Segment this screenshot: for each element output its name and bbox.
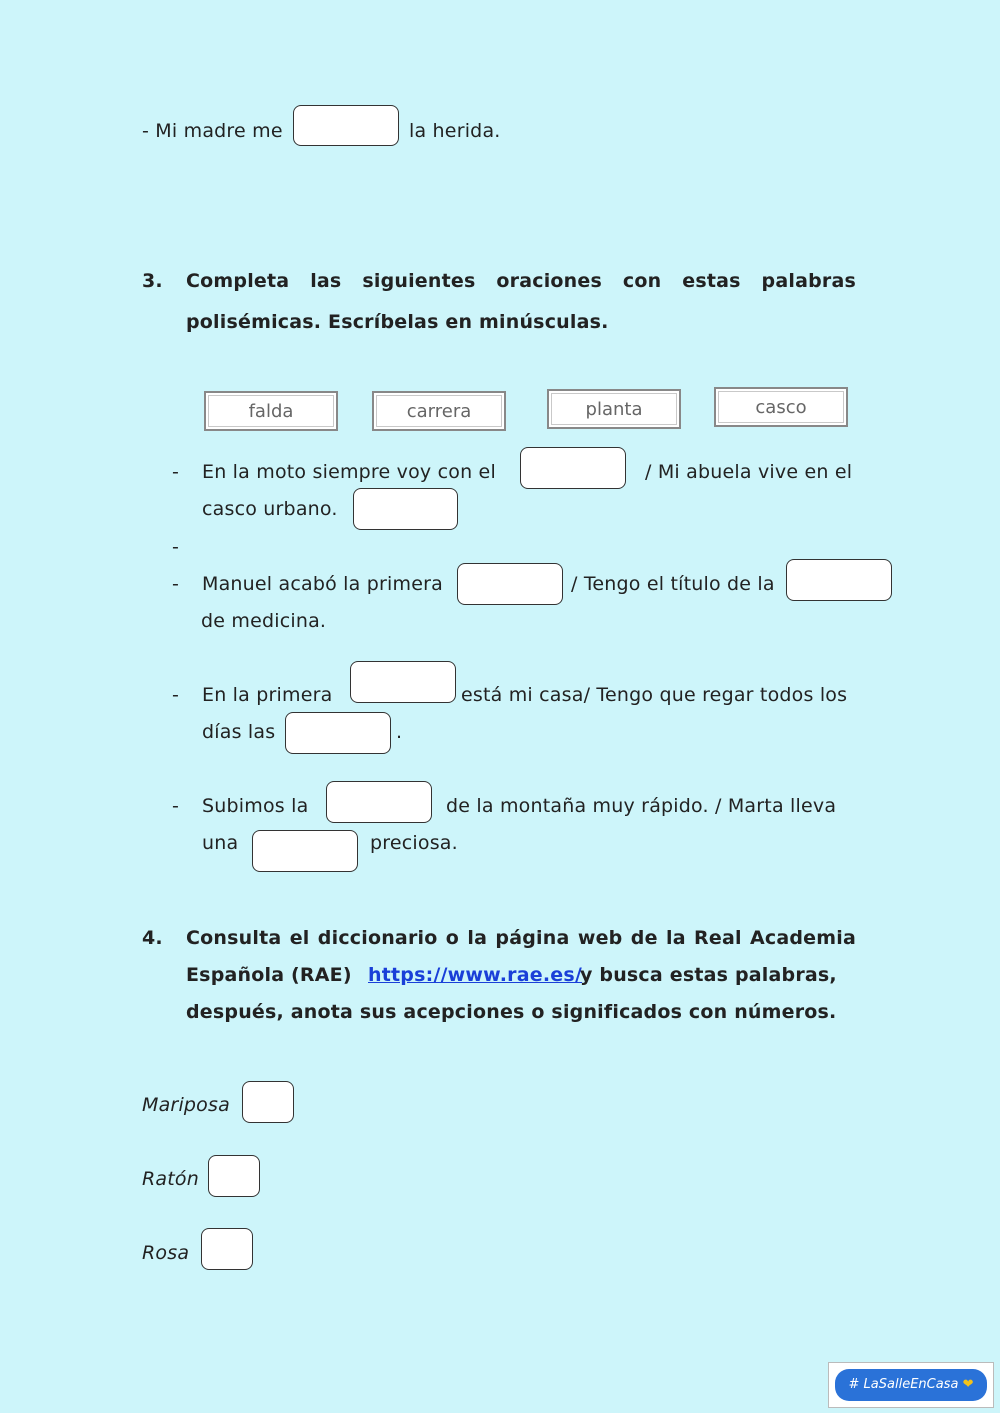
answer-input-raton[interactable] <box>208 1155 260 1197</box>
sentence-text: de medicina. <box>201 610 327 632</box>
word-bank-planta[interactable]: planta <box>547 389 681 429</box>
sentence-text: Manuel acabó la primera <box>202 573 443 595</box>
list-dash: - <box>172 573 180 595</box>
list-dash: - <box>172 795 180 817</box>
logo-badge <box>835 1369 987 1401</box>
exercise-instruction: polisémicas. Escríbelas en minúsculas. <box>186 311 609 333</box>
list-dash: - <box>172 536 180 558</box>
exercise-instruction: Consulta el diccionario o la página web de la Real Academia <box>186 927 856 949</box>
sentence-text: de la montaña muy rápido. / Marta lleva <box>446 795 837 817</box>
word-bank-carrera[interactable]: carrera <box>372 391 506 431</box>
exercise-number: 4. <box>142 927 163 949</box>
answer-input-4b[interactable] <box>285 712 391 754</box>
sentence-text: Subimos la <box>202 795 309 817</box>
sentence-text: casco urbano. <box>202 498 338 520</box>
lasalleencasa-logo <box>828 1362 994 1408</box>
sentence-text: la herida. <box>409 120 501 142</box>
sentence-text: días las <box>202 721 276 743</box>
answer-input-1b[interactable] <box>353 488 458 530</box>
answer-input-5b[interactable] <box>252 830 358 872</box>
word-bank-falda[interactable]: falda <box>204 391 338 431</box>
sentence-text: / Mi abuela vive en el <box>645 461 853 483</box>
sentence-text: preciosa. <box>370 832 458 854</box>
word-bank-casco[interactable]: casco <box>714 387 848 427</box>
logo-text: # LaSalleEnCasa <box>848 1377 959 1392</box>
sentence-text: - Mi madre me <box>142 120 283 142</box>
answer-input-herida[interactable] <box>293 105 399 146</box>
answer-input-mariposa[interactable] <box>242 1081 294 1123</box>
answer-input-3b[interactable] <box>786 559 892 601</box>
heart-icon: ❤ <box>962 1377 974 1392</box>
sentence-text: En la moto siempre voy con el <box>202 461 496 483</box>
exercise-number: 3. <box>142 270 163 292</box>
dictionary-word-mariposa: Mariposa <box>142 1094 230 1116</box>
dictionary-word-rosa: Rosa <box>142 1242 190 1264</box>
exercise-instruction: y busca estas palabras, <box>580 964 837 986</box>
sentence-text: / Tengo el título de la <box>571 573 775 595</box>
exercise-instruction: después, anota sus acepciones o significados con números. <box>186 1001 837 1023</box>
answer-input-rosa[interactable] <box>201 1228 253 1270</box>
exercise-instruction: Española (RAE) <box>186 964 352 986</box>
answer-input-4a[interactable] <box>350 661 456 703</box>
list-dash: - <box>172 461 180 483</box>
answer-input-3a[interactable] <box>457 563 563 605</box>
dictionary-word-raton: Ratón <box>142 1168 199 1190</box>
sentence-text: una <box>202 832 239 854</box>
sentence-text: En la primera <box>202 684 333 706</box>
list-dash: - <box>172 684 180 706</box>
answer-input-5a[interactable] <box>326 781 432 823</box>
rae-link[interactable]: https://www.rae.es/ <box>368 964 582 986</box>
sentence-text: . <box>396 721 403 743</box>
answer-input-1a[interactable] <box>520 447 626 489</box>
sentence-text: está mi casa/ Tengo que regar todos los <box>461 684 848 706</box>
exercise-instruction: Completa las siguientes oraciones con estas palabras <box>186 270 856 292</box>
